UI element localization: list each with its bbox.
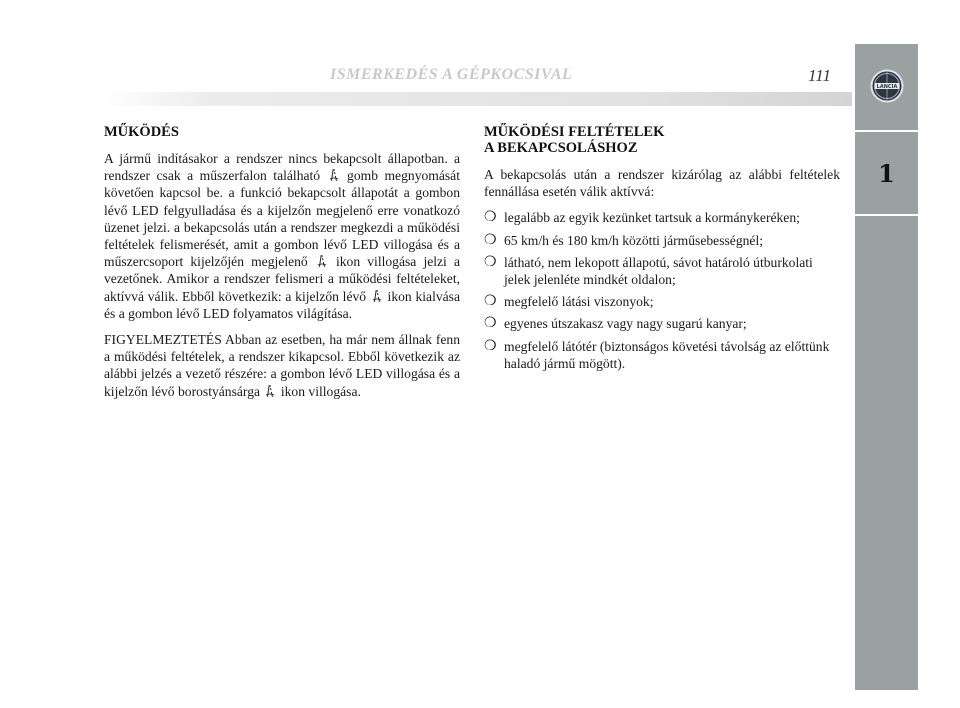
lane-assist-icon: [265, 384, 275, 398]
list-item: ❍ legalább az egyik kezünket tartsuk a kormánykeréken;: [484, 210, 800, 226]
page-number: 111: [808, 66, 831, 85]
chapter-sidebar: [855, 44, 918, 690]
logo-cell: [855, 44, 918, 128]
paragraph-warning: FIGYELMEZTETÉS Abban az esetben, ha már nem állnak fenn a működési feltételek, a rendszer kikapcsol. Ebből következik az alábbi jelzés a vezető részére: a gombon lévő LED villogása és a kijelzőn lévő borostyánsárga ikon villogása.: [104, 332, 460, 399]
section-heading-conditions: MŰKÖDÉSI FELTÉTELEK A BEKAPCSOLÁSHOZ: [484, 124, 665, 156]
bullet-icon: ❍: [484, 210, 497, 226]
conditions-list: [484, 209, 840, 372]
running-header: ISMERKEDÉS A GÉPKOCSIVAL: [330, 66, 573, 83]
list-item: ❍ megfelelő látási viszonyok;: [484, 294, 654, 310]
list-item: ❍ látható, nem lekopott állapotú, sávot határoló útburkolati jelek jelenléte mindkét oldalon;: [484, 254, 813, 288]
paragraph-intro: A bekapcsolás után a rendszer kizárólag az alábbi feltételek fennállása esetén válik aktívvá:: [484, 167, 840, 200]
header-rule: [100, 92, 852, 106]
lancia-logo-icon: [870, 68, 904, 104]
svg-text:LANCIA: LANCIA: [876, 84, 897, 90]
lane-assist-icon: [329, 168, 339, 182]
right-column: [484, 124, 840, 377]
lane-assist-icon: [317, 254, 327, 268]
bullet-icon: ❍: [484, 316, 497, 332]
list-item: ❍ megfelelő látótér (biztonságos követési távolság az előttünk haladó jármű mögött).: [484, 338, 830, 371]
list-item: ❍ 65 km/h és 180 km/h közötti járműsebességnél;: [484, 232, 763, 248]
left-column: [104, 124, 460, 409]
lane-assist-icon: [372, 289, 382, 303]
bullet-icon: ❍: [484, 294, 497, 310]
section-heading-mukodes: MŰKÖDÉS: [104, 124, 179, 140]
list-item: ❍ egyenes útszakasz vagy nagy sugarú kanyar;: [484, 316, 747, 332]
bullet-icon: ❍: [484, 338, 497, 354]
chapter-tab-1[interactable]: 1: [855, 130, 918, 216]
bullet-icon: ❍: [484, 232, 497, 248]
paragraph-operation: A jármű indításakor a rendszer nincs bekapcsolt állapotban. a rendszer csak a műszerfalon található gomb megnyomását követően kapcsol be. a funkció bekapcsolt állapotát a gombon lévő LED felgyulladása és a kijelzőn megjelenő erre vonatkozó üzenet jelzi. a bekapcsolás után a rendszer megkezdi a működési feltételek felismerését, amit a gombon lévő LED villogása és a műszercsoport kijelzőjén megjelenő ikon villogása jelzi a vezetőnek. Amikor a rendszer felismeri a működési feltételeket, aktívvá válik. Ebből következik: a kijelzőn lévő ikon kialvása és a gombon lévő LED folyamatos világítása.: [104, 151, 460, 321]
bullet-icon: ❍: [484, 254, 497, 270]
